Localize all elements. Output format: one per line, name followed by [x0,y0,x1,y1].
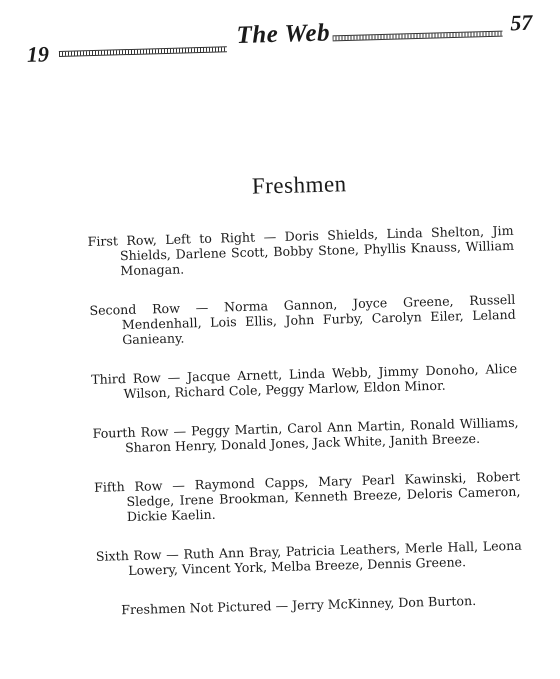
caption-second-row: Second Row — Norma Gannon, Joyce Greene, Russell Mendenhall, Lois Ellis, John Furby, Carolyn Eiler, Leland Ganieany. [89,291,516,348]
page-number: 57 [509,9,533,36]
section-title: Freshmen [251,171,347,199]
caption-fourth-row: Fourth Row — Peggy Martin, Carol Ann Martin, Ronald Williams, Sharon Henry, Donald Jones, Jack White, Janith Breeze. [92,414,519,456]
caption-first-row: First Row, Left to Right — Doris Shields, Linda Shelton, Jim Shields, Darlene Scott, Bobby Stone, Phyllis Knauss, William Monagan. [87,222,515,279]
freshmen-section [86,167,524,642]
header-year: 19 [26,41,50,67]
caption-third-row: Third Row — Jacque Arnett, Linda Webb, Jimmy Donoho, Alice Wilson, Richard Cole, Peggy Marlow, Eldon Minor. [91,360,518,402]
page-header [22,5,543,66]
caption-fifth-row: Fifth Row — Raymond Capps, Mary Pearl Kawinski, Robert Sledge, Irene Brookman, Kenneth Breeze, Deloris Cameron, Dickie Kaelin. [93,468,521,525]
header-rule-left [59,46,227,57]
caption-not-pictured: Freshmen Not Pictured — Jerry McKinney, Don Burton. [121,592,477,618]
header-title: The Web [236,19,331,50]
caption-sixth-row: Sixth Row — Ruth Ann Bray, Patricia Leathers, Merle Hall, Leona Lowery, Vincent York, Melba Breeze, Dennis Greene. [95,537,522,579]
header-rule-right [333,31,503,42]
